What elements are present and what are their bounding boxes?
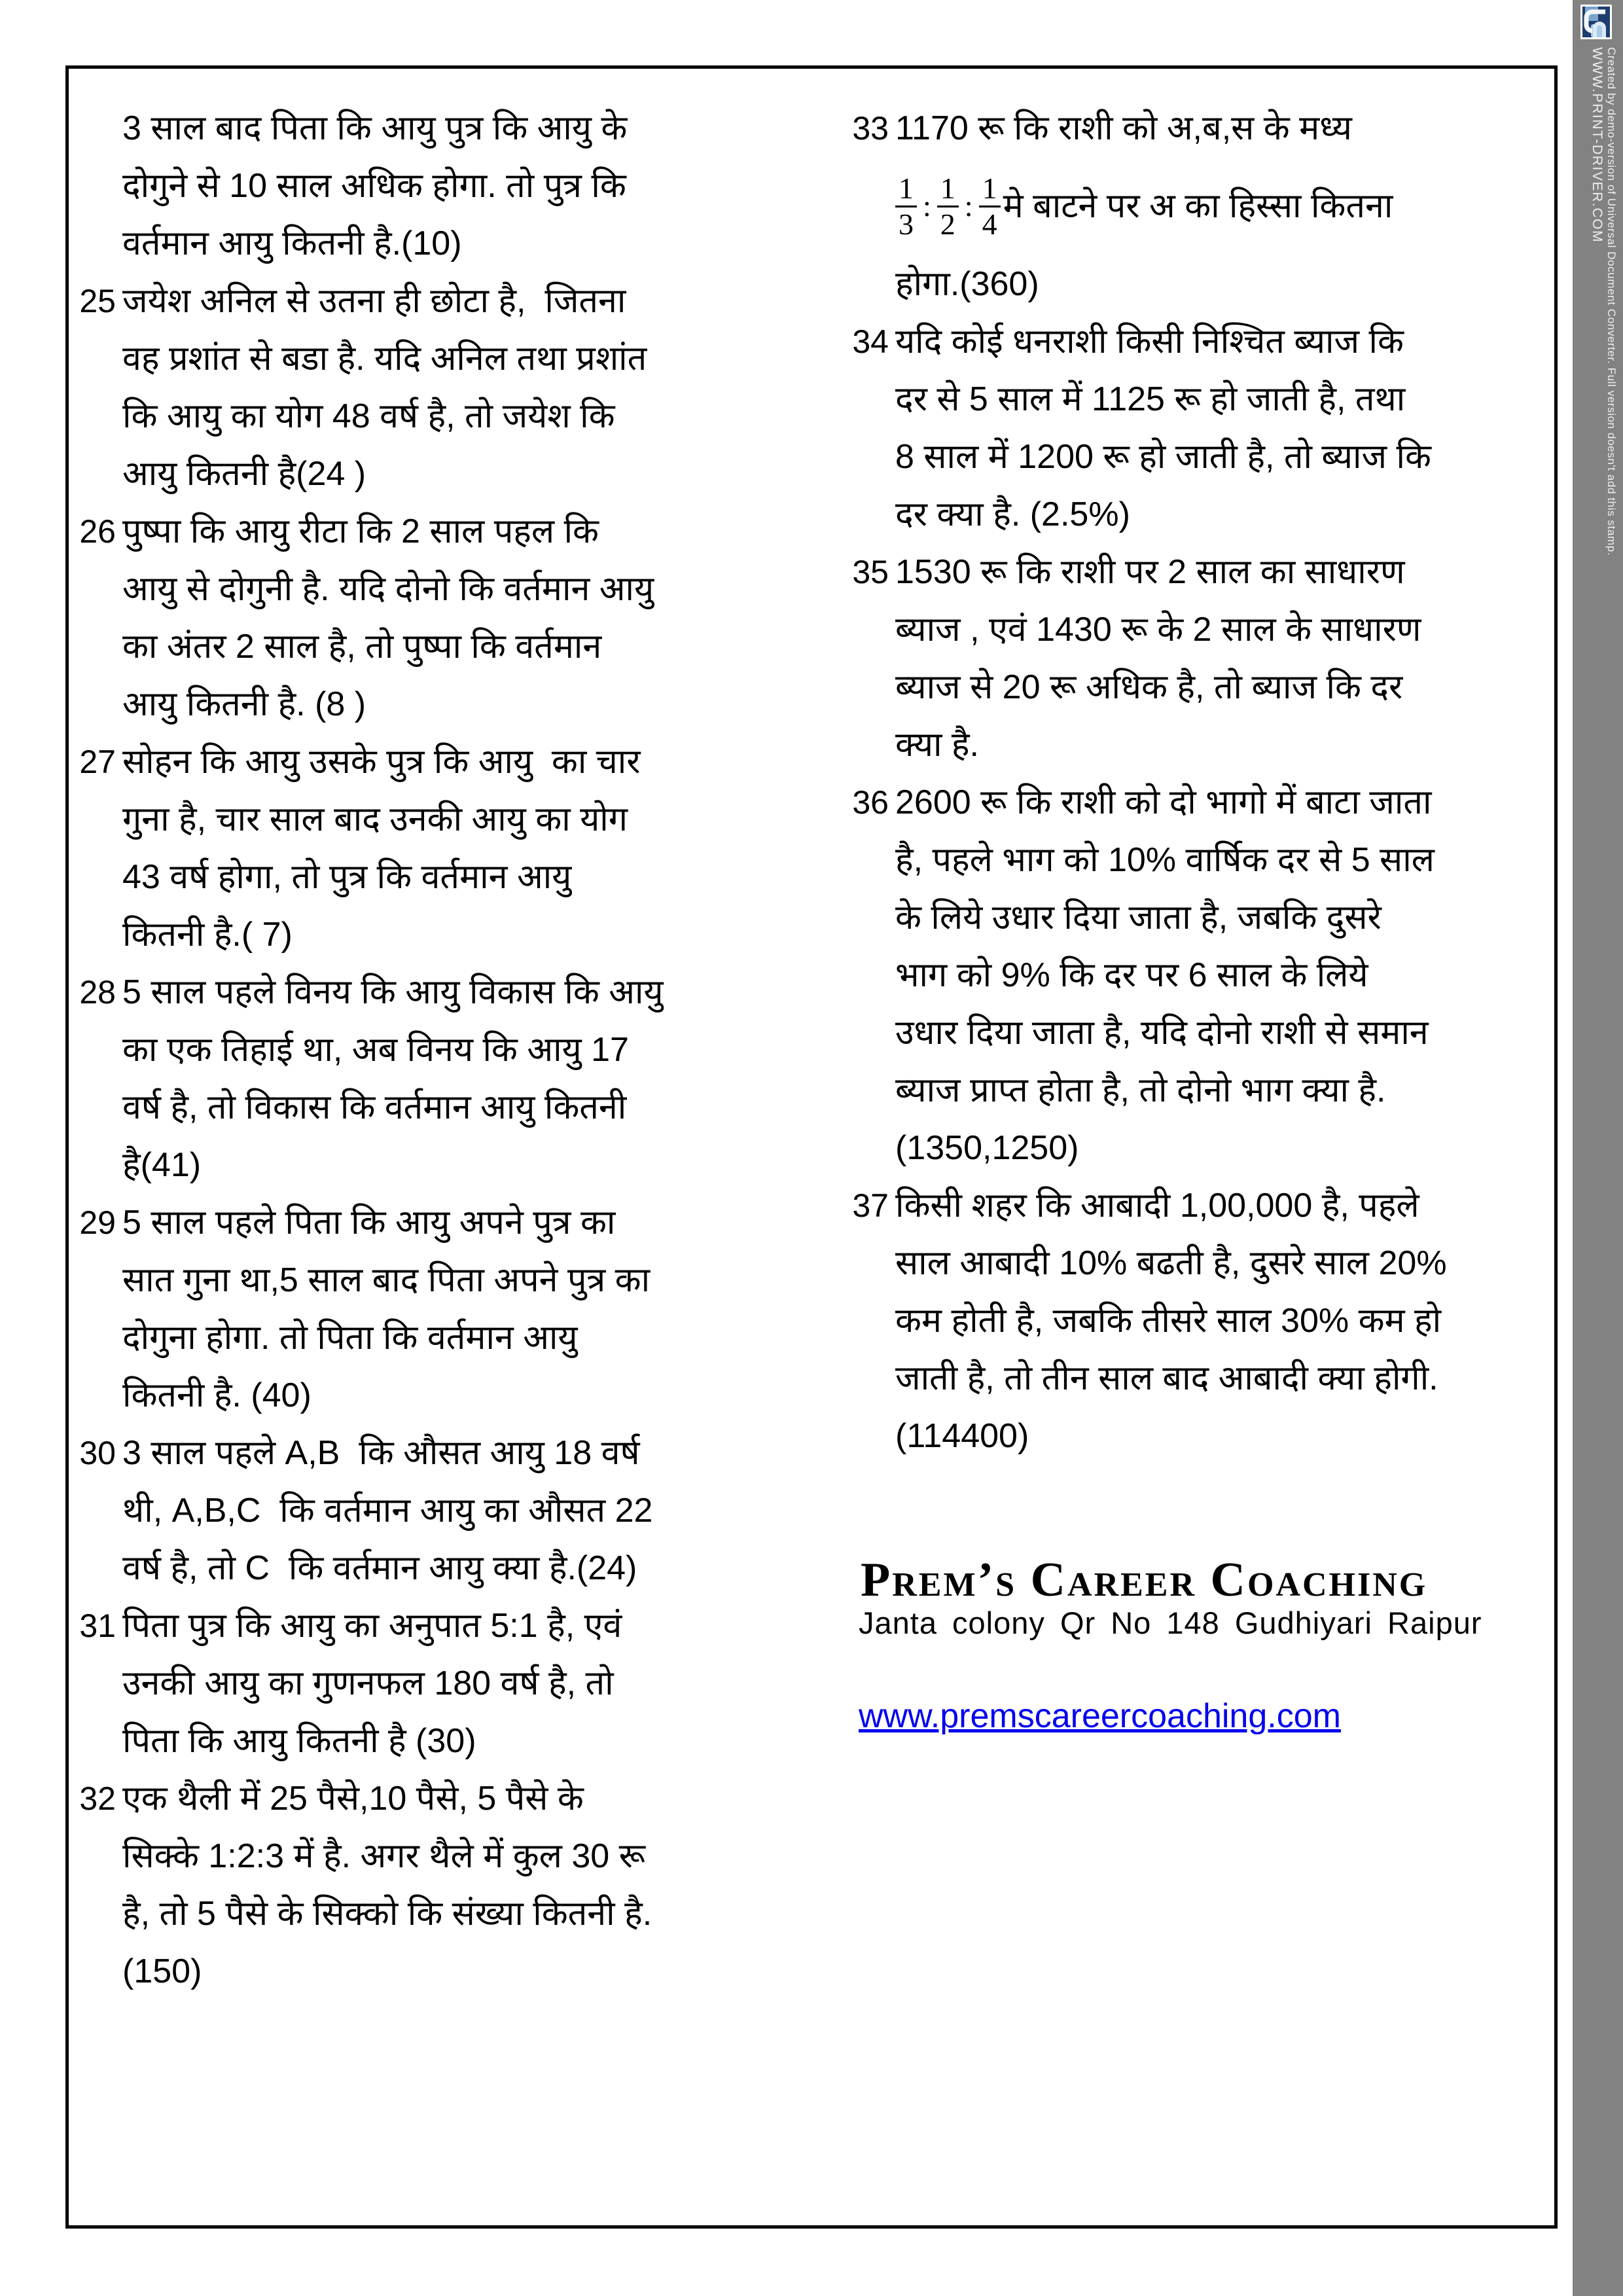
- fraction: $\frac{1}{3}$: [895, 171, 917, 241]
- problem-line: 28 5 साल पहले विनय कि आयु विकास कि आयु: [122, 963, 783, 1021]
- problem-line: 33 1170 रू कि राशी को अ,ब,स के मध्य: [895, 99, 1550, 157]
- problem: [79, 1597, 783, 1770]
- problem-line: ब्याज , एवं 1430 रू के 2 साल के साधारण: [895, 611, 1421, 649]
- problem: [79, 1770, 783, 2000]
- problem-line: 35 1530 रू कि राशी पर 2 साल का साधारण: [895, 543, 1550, 601]
- problem: [852, 313, 1550, 543]
- problem: [79, 272, 783, 503]
- fraction: $\frac{1}{4}$: [979, 171, 1001, 241]
- problem-number: 25: [79, 283, 116, 319]
- problem: [79, 963, 783, 1194]
- problem-line: (1350,1250): [895, 1129, 1079, 1167]
- problem: [79, 733, 783, 963]
- problem-line: कम होती है, जबकि तीसरे साल 30% कम हो: [895, 1302, 1442, 1340]
- problem-line: 34 यदि कोई धनराशी किसी निश्चित ब्याज कि: [895, 313, 1550, 370]
- problem-line: 30 3 साल पहले A,B कि औसत आयु 18 वर्ष: [122, 1424, 783, 1482]
- problem-line: आयु कितनी है. (8 ): [122, 685, 366, 723]
- problem-line: 3 साल बाद पिता कि आयु पुत्र कि आयु के: [122, 109, 628, 147]
- problem-line: है, तो 5 पैसे के सिक्को कि संख्या कितनी है.: [122, 1895, 652, 1933]
- problem-line: के लिये उधार दिया जाता है, जबकि दुसरे: [895, 899, 1382, 937]
- problem-line: दर से 5 साल में 1125 रू हो जाती है, तथा: [895, 380, 1406, 418]
- problem: [852, 1177, 1550, 1465]
- problem-line: 31 पिता पुत्र कि आयु का अनुपात 5:1 है, एवं: [122, 1597, 783, 1655]
- problem-line-text: मे बाटने पर अ का हिस्सा कितना: [1003, 187, 1393, 225]
- problem: [79, 1194, 783, 1424]
- problem-line: ब्याज प्राप्त होता है, तो दोनो भाग क्या है.: [895, 1071, 1386, 1109]
- problem-line: 32 एक थैली में 25 पैसे,10 पैसे, 5 पैसे के: [122, 1770, 783, 1827]
- problem-line: भाग को 9% कि दर पर 6 साल के लिये: [895, 956, 1368, 994]
- problem-line: (150): [122, 1952, 202, 1990]
- problem-line: वर्तमान आयु कितनी है.(10): [122, 224, 462, 262]
- problem-line: सात गुना था,5 साल बाद पिता अपने पुत्र का: [122, 1261, 651, 1299]
- coaching-address: Janta colony Qr No 148 Gudhiyari Raipur: [859, 1605, 1482, 1640]
- problem: [79, 1424, 783, 1597]
- coaching-title: Prem’s Career Coaching: [861, 1553, 1428, 1607]
- problem-line: होगा.(360): [895, 265, 1039, 303]
- problem-line: 25 जयेश अनिल से उतना ही छोटा है, जितना: [122, 272, 783, 330]
- watermark-text: [1589, 47, 1618, 556]
- problem-number: 36: [852, 784, 889, 821]
- problem-line: वह प्रशांत से बडा है. यदि अनिल तथा प्रशांत: [122, 340, 647, 378]
- problem: [79, 503, 783, 733]
- universal-document-converter-icon: [1580, 5, 1612, 39]
- problem-line: क्या है.: [895, 726, 979, 764]
- problem-line: गुना है, चार साल बाद उनकी आयु का योग: [122, 800, 628, 838]
- problem-number: 34: [852, 323, 889, 360]
- problem-number: 29: [79, 1204, 116, 1241]
- problem-line: 27 सोहन कि आयु उसके पुत्र कि आयु का चार: [122, 733, 783, 791]
- problem-line: 37 किसी शहर कि आबादी 1,00,000 है, पहले: [895, 1177, 1550, 1234]
- problem: [122, 99, 783, 272]
- problem-line: दोगुना होगा. तो पिता कि वर्तमान आयु: [122, 1319, 578, 1357]
- watermark-created-by-text: Created by demo-version of Universal Document Converter. Full version doesn't add this stamp.: [1605, 47, 1618, 556]
- problem-line: पिता कि आयु कितनी है (30): [122, 1722, 476, 1760]
- problem-line: साल आबादी 10% बढती है, दुसरे साल 20%: [895, 1244, 1447, 1282]
- problem-number: 30: [79, 1435, 116, 1471]
- problem-line: आयु से दोगुनी है. यदि दोनो कि वर्तमान आयु: [122, 570, 654, 608]
- problem-line: 8 साल में 1200 रू हो जाती है, तो ब्याज कि: [895, 438, 1431, 476]
- problem-line: कितनी है. (40): [122, 1376, 312, 1414]
- problem-number: 31: [79, 1607, 116, 1644]
- problem-line-with-fractions: [895, 157, 1550, 255]
- problem-line: है(41): [122, 1146, 202, 1184]
- problem-line: ब्याज से 20 रू अधिक है, तो ब्याज कि दर: [895, 668, 1403, 706]
- coaching-website-link[interactable]: www.premscareercoaching.com: [859, 1697, 1341, 1735]
- problem-line: जाती है, तो तीन साल बाद आबादी क्या होगी.: [895, 1359, 1438, 1397]
- problem-number: 28: [79, 974, 116, 1011]
- problem-line: दोगुने से 10 साल अधिक होगा. तो पुत्र कि: [122, 167, 626, 205]
- problem-number: 32: [79, 1780, 116, 1817]
- problem-number: 27: [79, 744, 116, 780]
- problem-number: 37: [852, 1187, 889, 1224]
- problem-line: है, पहले भाग को 10% वार्षिक दर से 5 साल: [895, 841, 1435, 879]
- problem: [852, 774, 1550, 1177]
- problem-line: थी, A,B,C कि वर्तमान आयु का औसत 22: [122, 1492, 653, 1530]
- problem-line: दर क्या है. (2.5%): [895, 495, 1130, 533]
- problem-line: कि आयु का योग 48 वर्ष है, तो जयेश कि: [122, 397, 615, 435]
- problem-line: (114400): [895, 1417, 1029, 1455]
- problem-line: 36 2600 रू कि राशी को दो भागो में बाटा जाता: [895, 774, 1550, 831]
- problem-line: 29 5 साल पहले पिता कि आयु अपने पुत्र का: [122, 1194, 783, 1251]
- problems-column-right: [852, 99, 1550, 1465]
- problems-column-left: [79, 99, 783, 2000]
- problem-line: 26 पुष्पा कि आयु रीटा कि 2 साल पहल कि: [122, 503, 783, 560]
- ratio-separator: :: [923, 189, 931, 223]
- ratio-separator: :: [964, 189, 973, 223]
- problem-line: उनकी आयु का गुणनफल 180 वर्ष है, तो: [122, 1664, 614, 1702]
- problem-number: 35: [852, 554, 889, 590]
- problem-line: आयु कितनी है(24 ): [122, 455, 366, 493]
- fraction: $\frac{1}{2}$: [937, 171, 959, 241]
- problem-line: का एक तिहाई था, अब विनय कि आयु 17: [122, 1031, 629, 1069]
- problem-number: 33: [852, 110, 889, 147]
- problem: [852, 543, 1550, 774]
- problem-line: उधार दिया जाता है, यदि दोनो राशी से समान: [895, 1014, 1429, 1052]
- problem-line: का अंतर 2 साल है, तो पुष्पा कि वर्तमान: [122, 628, 602, 666]
- watermark-url-text: WWW.PRINT-DRIVER.COM: [1590, 47, 1605, 243]
- problem-line: 43 वर्ष होगा, तो पुत्र कि वर्तमान आयु: [122, 858, 572, 896]
- problem-number: 26: [79, 513, 116, 550]
- problem-line: वर्ष है, तो C कि वर्तमान आयु क्या है.(24): [122, 1549, 637, 1587]
- problem-line: सिक्के 1:2:3 में है. अगर थैले में कुल 30 रू: [122, 1837, 646, 1875]
- watermark-strip: [1573, 0, 1623, 2296]
- problem-line: कितनी है.( 7): [122, 916, 293, 954]
- problem: [852, 99, 1550, 313]
- problem-line: वर्ष है, तो विकास कि वर्तमान आयु कितनी: [122, 1088, 627, 1126]
